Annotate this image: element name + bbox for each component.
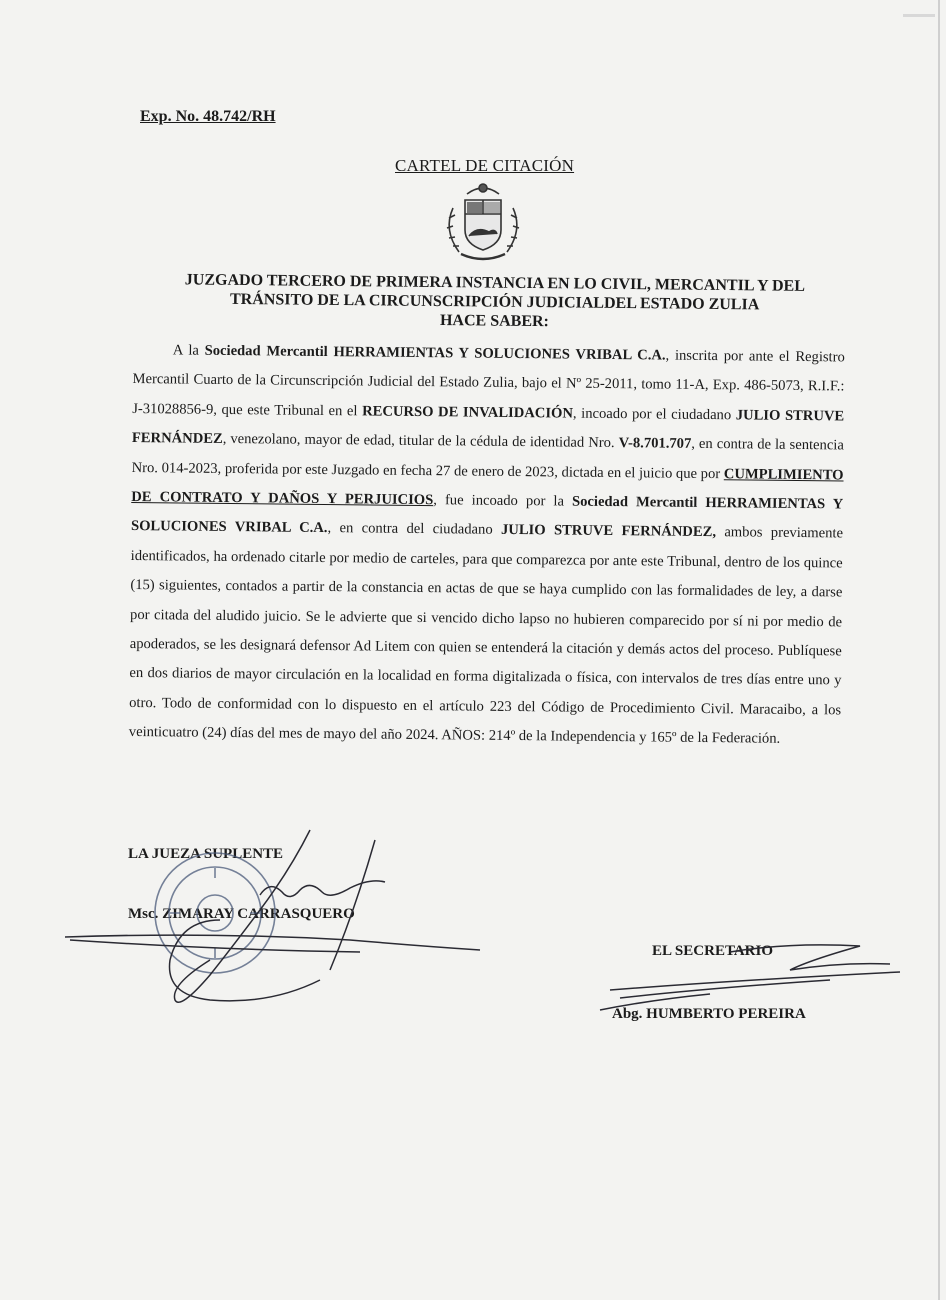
- company-name: Sociedad Mercantil HERRAMIENTAS Y SOLUCIONES VRIBAL C.A.: [204, 342, 666, 364]
- body-text: ambos previamente identificados, ha ordenado citarle por medio de carteles, para que comparezca por ante este Tribunal, dentro de los quince (15) siguientes, contados a partir de la constancia en actas de que se haya cumplido con las formalidades de ley, a darse por citada del aludido juicio. Se le advierte que si vencido dicho lapso no hubieren comparecido por sí ni por medio de apoderados, se les designará defensor Ad Litem con quien se entenderá la citación y demás actos del proceso. Publíquese en dos diarios de mayor circulación en la localidad en forma digitalizada o física, con intervalos de tres días entre uno y otro. Todo de conformidad con lo dispuesto en el artículo 223 del Código de Procedimiento Civil. Maracaibo, a los veinticuatro (24) días del mes de mayo del año 2024. AÑOS: 214º de la Independencia y 165º de la Federación.: [128, 524, 844, 748]
- citation-paragraph: [129, 336, 845, 755]
- scan-mark: [903, 14, 935, 17]
- body-text: , en contra de la sentencia Nro. 014-2023, proferida por este Juzgado en fecha 27 de enero de 2023, dictada en el juicio que por: [131, 436, 844, 482]
- secretary-name: Abg. HUMBERTO PEREIRA: [612, 1006, 806, 1022]
- body-text: , incoado por el ciudadano: [572, 405, 736, 424]
- court-line-2: TRÁNSITO DE LA CIRCUNSCRIPCIÓN JUDICIALDEL ESTADO ZULIA: [229, 290, 760, 314]
- court-line-1: JUZGADO TERCERO DE PRIMERA INSTANCIA EN LO CIVIL, MERCANTIL Y DEL: [184, 271, 806, 295]
- body-text: , venezolano, mayor de edad, titular de la cédula de identidad Nro.: [222, 431, 619, 452]
- citizen-name-2: JULIO STRUVE FERNÁNDEZ,: [500, 522, 717, 541]
- case-type: CUMPLIMIENTO DE CONTRATO Y DAÑOS Y PERJUICIOS: [131, 465, 844, 509]
- body-text: , fue incoado por la: [433, 492, 573, 510]
- body-text: A la: [172, 342, 205, 359]
- judge-signature-icon: [60, 800, 490, 1020]
- hace-saber: HACE SABER:: [439, 312, 550, 331]
- coat-of-arms-icon: [437, 178, 529, 264]
- scan-edge: [938, 0, 940, 1300]
- citizen-name: JULIO STRUVE FERNÁNDEZ: [131, 407, 845, 448]
- secretary-signature-icon: [590, 930, 920, 1030]
- body-text: , en contra del ciudadano: [327, 520, 502, 539]
- company-name-2: Sociedad Mercantil HERRAMIENTAS Y SOLUCIONES VRIBAL C.A.: [130, 493, 844, 537]
- expedient-number: Exp. No. 48.742/RH: [140, 108, 276, 125]
- recurso-title: RECURSO DE INVALIDACIÓN: [362, 403, 574, 422]
- citation-body: [129, 336, 845, 755]
- court-heading: [149, 270, 840, 334]
- body-text: , inscrita por ante el Registro Mercantil Cuarto de la Circunscripción Judicial del Estado Zulia, bajo el Nº 25-2011, tomo 11-A, Exp. 486-5073, R.I.F.: J-31028856-9, que este Tribunal en el: [132, 347, 845, 420]
- judge-name: Msc. ZIMARAY CARRASQUERO: [128, 906, 355, 922]
- judge-title: LA JUEZA SUPLENTE: [128, 846, 284, 862]
- document-title: CARTEL DE CITACIÓN: [395, 156, 575, 175]
- secretary-title: EL SECRETARIO: [652, 943, 774, 959]
- id-number: V-8.701.707: [618, 435, 692, 453]
